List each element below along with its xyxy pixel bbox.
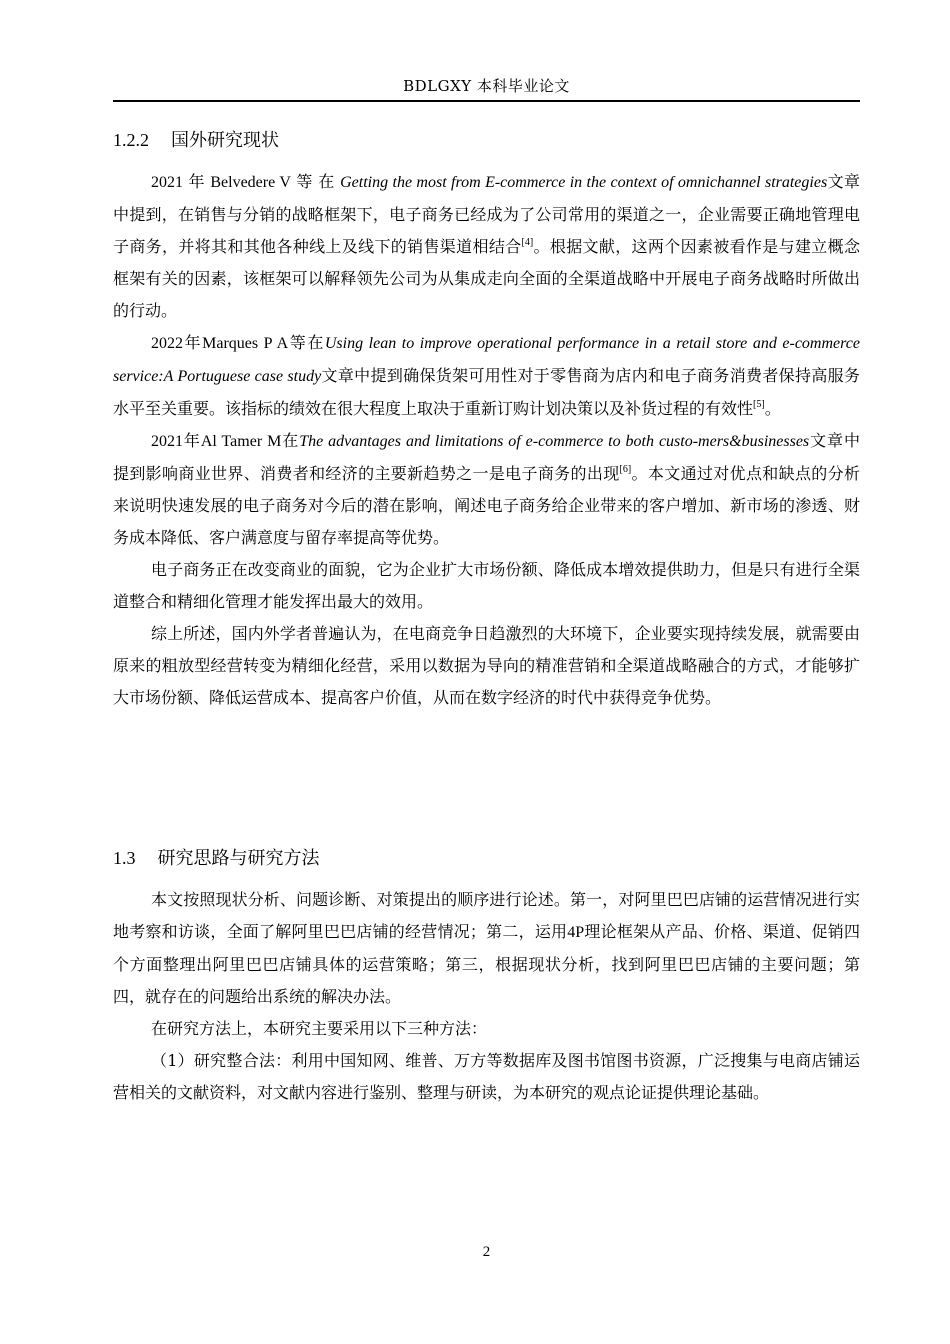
header-rule [113, 100, 860, 102]
section-heading-1-3 [113, 846, 320, 871]
paragraph-marques: 2022年Marques P A等在Using lean to improve operational performance in a retail store and e-commerce service:A Portuguese case study文章中提到确保货架可用性对于零售商为店内和电子商务消费者保持高服务水平至关重要。该指标的绩效在很大程度上取决于重新订购计划决策以及补货过程的有效性[5]。 [113, 333, 860, 418]
work-title: Getting the most from E-commerce in the context of omnichannel strategies [340, 174, 828, 191]
author-name: Al Tamer M [200, 433, 282, 450]
citation-ref: [4] [521, 237, 534, 248]
paragraph-research-approach: 本文按照现状分析、问题诊断、对策提出的顺序进行论述。第一，对阿里巴巴店铺的运营情况进行实地考察和访谈，全面了解阿里巴巴店铺的经营情况；第二，运用4P理论框架从产品、价格、渠道、促销四个方面整理出阿里巴巴店铺具体的运营策略；第三，根据现状分析，找到阿里巴巴店铺的主要问题；第四，就存在的问题给出系统的解决办法。 [113, 890, 860, 1006]
paragraph-al-tamer: 2021年Al Tamer M在The advantages and limitations of e-commerce to both custo-mers&businesses文章中提到影响商业世界、消费者和经济的主要新趋势之一是电子商务的出现[6]。本文通过对优点和缺点的分析来说明快速发展的电子商务对今后的潜在影响，阐述电子商务给企业带来的客户增加、新市场的渗透、财务成本降低、客户满意度与留存率提高等优势。 [113, 431, 860, 547]
paragraph-methods-intro: 在研究方法上，本研究主要采用以下三种方法： [151, 1019, 488, 1038]
citation-ref: [5] [753, 399, 765, 410]
section-title: 研究思路与研究方法 [157, 848, 320, 869]
citation-ref: [6] [619, 464, 632, 475]
body-block-1 [113, 166, 860, 714]
section-title: 国外研究现状 [171, 130, 279, 151]
section-number: 1.2.2 [113, 130, 149, 150]
paragraph-ecommerce: 电子商务正在改变商业的面貌，它为企业扩大市场份额、降低成本增效提供助力，但是只有进行全渠道整合和精细化管理才能发挥出最大的效用。 [113, 560, 860, 611]
paragraph-summary: 综上所述，国内外学者普遍认为，在电商竞争日趋激烈的大环境下，企业要实现持续发展，就需要由原来的粗放型经营转变为精细化经营，采用以数据为导向的精准营销和全渠道战略融合的方式，才能够扩大市场份额、降低运营成本、提高客户价值，从而在数字经济的时代中获得竞争优势。 [113, 624, 860, 707]
page-number: 2 [482, 1244, 491, 1260]
paragraph-belvedere: 2021 年 Belvedere V 等 在 Getting the most from E-commerce in the context of omnichannel strategies文章中提到，在销售与分销的战略框架下，电子商务已经成为了公司常用的渠道之一，企业需要正确地管理电子商务，并将其和其他各种线上及线下的销售渠道相结合[4]。根据文献，这两个因素被看作是与建立概念框架有关的因素，该框架可以解释领先公司为从集成走向全面的全渠道战略中开展电子商务战略时所做出的行动。 [113, 172, 860, 320]
work-title: The advantages and limitations of e-commerce to both custo-mers&businesses [299, 433, 810, 450]
author-name: Belvedere V [210, 174, 291, 191]
paragraph-method-1: （1）研究整合法：利用中国知网、维普、万方等数据库及图书馆图书资源，广泛搜集与电商店铺运营相关的文献资料，对文献内容进行鉴别、整理与研读，为本研究的观点论证提供理论基础。 [113, 1051, 860, 1102]
running-header: BDLGXY 本科毕业论文 [403, 77, 570, 95]
section-number: 1.3 [113, 848, 136, 868]
body-block-2 [113, 884, 860, 1109]
section-heading-1-2-2 [113, 128, 279, 153]
author-name: Marques P A [202, 335, 289, 352]
work-title: Using lean to improve operational performance in a retail store and e-commerce service:A Portuguese case study [113, 335, 860, 385]
